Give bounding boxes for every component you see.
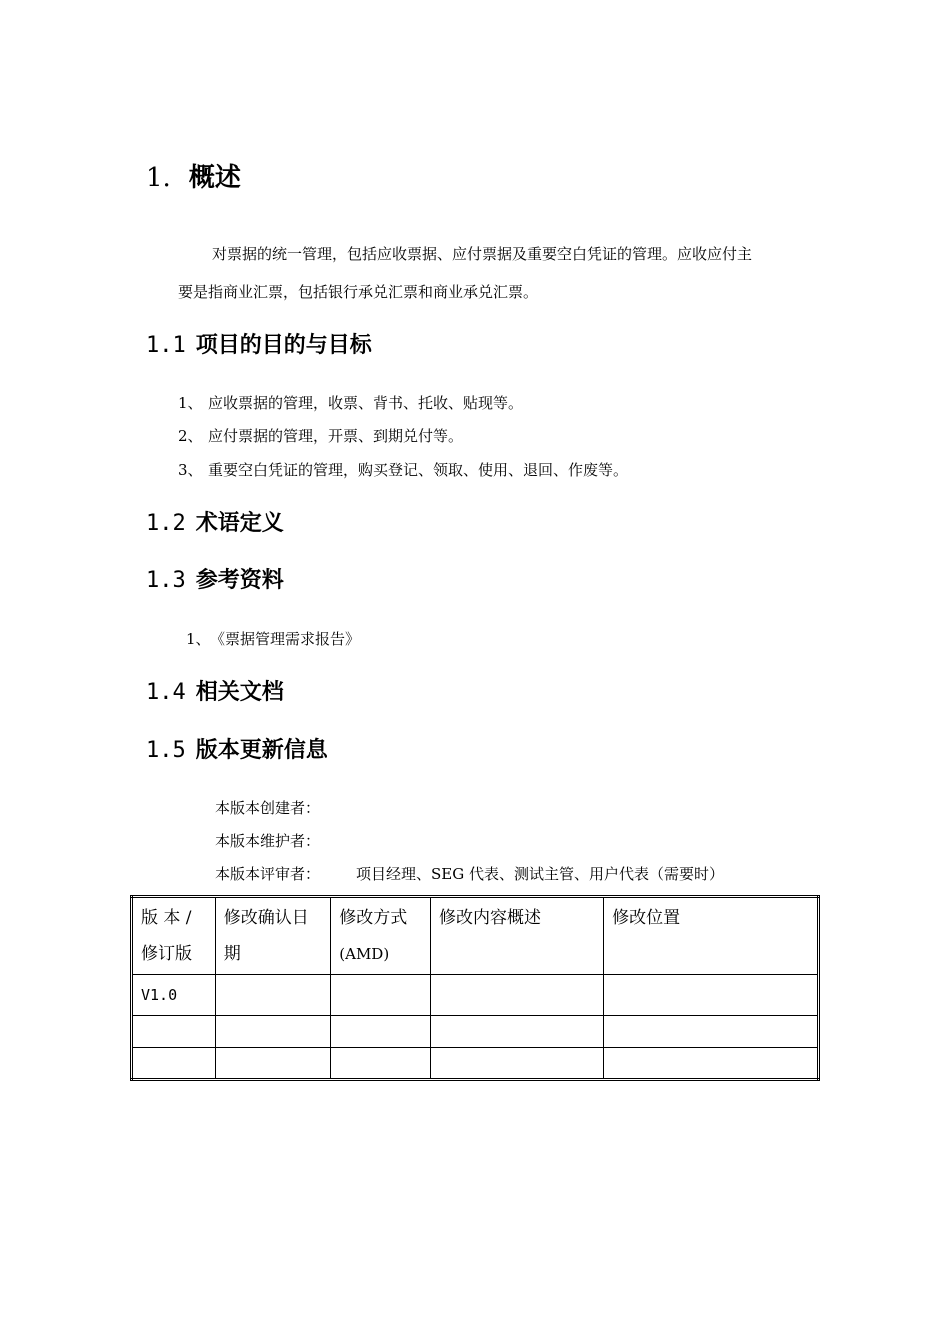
creator-label: 本版本创建者：	[215, 799, 321, 817]
revision-table	[130, 895, 820, 1081]
section-heading-1-2	[146, 507, 284, 541]
goal-item	[178, 391, 523, 415]
maintainer-label: 本版本维护者：	[215, 832, 321, 850]
item-text: 应付票据的管理，开票、到期兑付等。	[208, 427, 464, 445]
heading-title: 相关文档	[195, 680, 284, 705]
table-row	[132, 975, 819, 1016]
goal-item	[178, 458, 628, 482]
heading-number: 1.	[146, 163, 171, 193]
heading-title: 项目的目的与目标	[195, 333, 372, 358]
table-cell	[215, 975, 330, 1016]
heading-number: 1.2	[146, 511, 186, 536]
item-number: 3、	[178, 461, 203, 479]
header-change-location: 修改位置	[604, 897, 819, 975]
heading-number: 1.4	[146, 680, 186, 705]
table-cell	[132, 1048, 216, 1080]
table-cell	[431, 975, 604, 1016]
reviewer-line	[215, 862, 724, 886]
table-cell	[331, 1048, 431, 1080]
heading-title: 术语定义	[195, 511, 284, 536]
reference-item	[186, 627, 360, 651]
reviewer-value: 项目经理、SEG 代表、测试主管、用户代表（需要时）	[356, 865, 724, 883]
heading-number: 1.1	[146, 333, 186, 358]
heading-title: 版本更新信息	[195, 738, 328, 763]
item-text: 《票据管理需求报告》	[210, 630, 361, 648]
table-row	[132, 1016, 819, 1048]
section-heading-1-3	[146, 564, 284, 598]
table-cell	[431, 1016, 604, 1048]
table-row	[132, 1048, 819, 1080]
header-version: 版 本 / 修订版	[132, 897, 216, 975]
header-confirm-date: 修改确认日 期	[215, 897, 330, 975]
item-number: 1、	[178, 394, 203, 412]
table-cell	[604, 1048, 819, 1080]
heading-title: 参考资料	[195, 568, 284, 593]
item-text: 重要空白凭证的管理，购买登记、领取、使用、退回、作废等。	[208, 461, 629, 479]
table-cell	[215, 1016, 330, 1048]
section-heading-1-5	[146, 734, 328, 768]
table-cell	[604, 1016, 819, 1048]
header-change-summary: 修改内容概述	[431, 897, 604, 975]
item-text: 应收票据的管理，收票、背书、托收、贴现等。	[208, 394, 524, 412]
heading-number: 1.5	[146, 738, 186, 763]
table-cell	[431, 1048, 604, 1080]
header-change-method: 修改方式 (AMD)	[331, 897, 431, 975]
table-cell	[331, 1016, 431, 1048]
reviewer-label: 本版本评审者：	[215, 865, 321, 883]
table-cell	[604, 975, 819, 1016]
section-heading-1-4	[146, 676, 284, 710]
heading-title: 概述	[188, 163, 241, 193]
section-heading-1-1	[146, 329, 372, 363]
goal-item	[178, 424, 463, 448]
table-cell	[132, 1016, 216, 1048]
table-cell: V1.0	[132, 975, 216, 1016]
section-heading-1	[146, 158, 241, 198]
intro-line-2: 要是指商业汇票，包括银行承兑汇票和商业承兑汇票。	[178, 283, 539, 301]
intro-line-1: 对票据的统一管理，包括应收票据、应付票据及重要空白凭证的管理。应收应付主	[212, 245, 753, 263]
heading-number: 1.3	[146, 568, 186, 593]
item-number: 2、	[178, 427, 203, 445]
table-header-row	[132, 897, 819, 975]
item-number: 1、	[186, 630, 211, 648]
table-cell	[331, 975, 431, 1016]
table-cell	[215, 1048, 330, 1080]
